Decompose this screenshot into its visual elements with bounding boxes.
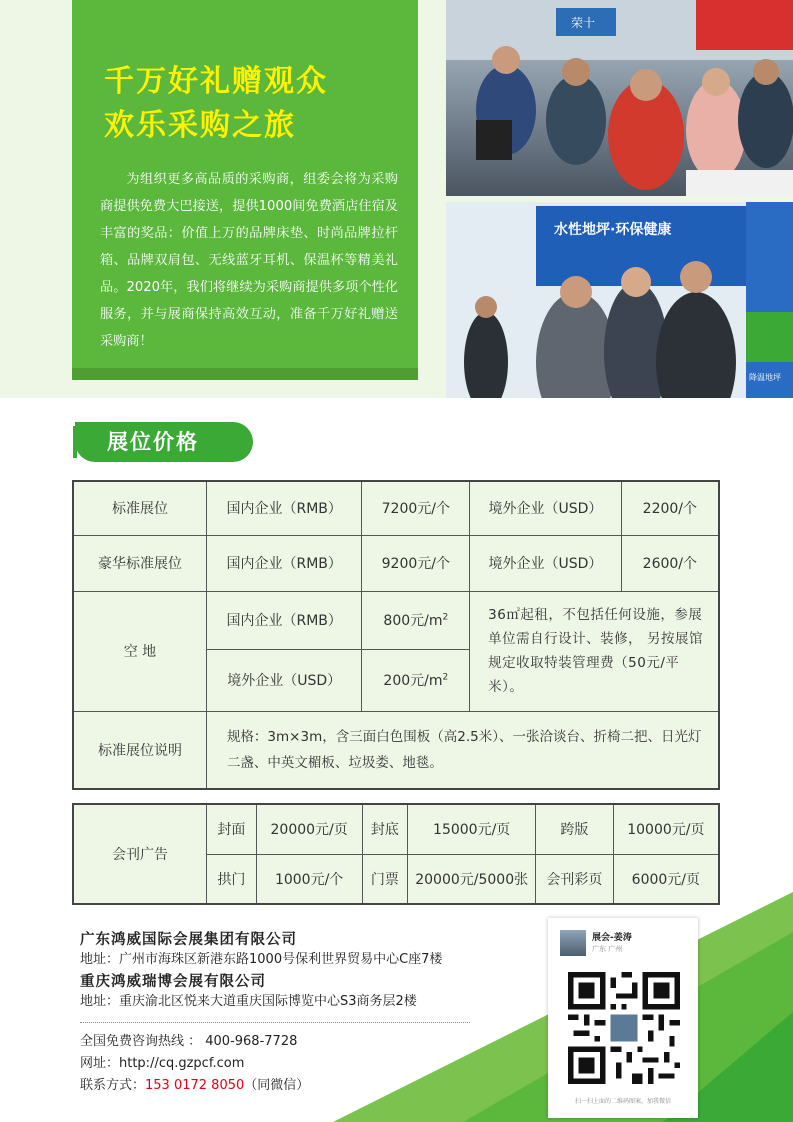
domestic-label: 国内企业（RMB） [206, 481, 362, 535]
ad-price: 10000元/页 [613, 804, 719, 854]
contact-note: （同微信） [244, 1078, 310, 1093]
overseas-label: 境外企业（USD） [470, 535, 622, 591]
hotline: 全国免费咨询热线 ： 400-968-7728 [80, 1034, 298, 1049]
ad-price: 6000元/页 [613, 854, 719, 904]
ad-price: 20000元/页 [256, 804, 362, 854]
contact-phone[interactable]: 153 0172 8050 [145, 1078, 245, 1093]
promo-title-line1: 千万好礼赠观众 [104, 64, 328, 99]
ad-item: 会刊彩页 [536, 854, 614, 904]
qr-code-icon [568, 972, 680, 1084]
table-row-spec [73, 711, 719, 789]
ad-item: 封底 [362, 804, 408, 854]
ad-price: 20000元/5000张 [408, 854, 536, 904]
price-value: 800元/m [383, 613, 443, 629]
ad-item: 拱门 [206, 854, 256, 904]
row-label: 空 地 [73, 591, 206, 711]
qr-caption: 扫一扫上面的二维码图案，加我微信 [574, 1098, 671, 1105]
ad-item: 封面 [206, 804, 256, 854]
overseas-price: 2600/个 [621, 535, 719, 591]
unit-exponent: 2 [442, 672, 449, 683]
photo-sign-text: 荣十 [571, 16, 596, 30]
address-chongqing: 地址：重庆渝北区悦来大道重庆国际博览中心S3商务层2楼 [80, 994, 417, 1009]
promo-body-text: 为组织更多高品质的采购商，组委会将为采购商提供免费大巴接送，提供1000间免费酒店住宿及丰富的奖品：价值上万的品牌床垫、时尚品牌拉杆箱、品牌双肩包、无线蓝牙耳机、保温杯等精美礼品。2020年，我们将继续为采购商提供多项个性化服务，并与展商保持高效互动，准备千万好礼赠送采购商！ [100, 172, 398, 349]
promo-title-line2: 欢乐采购之旅 [104, 108, 296, 143]
qr-contact-name: 展会-姜涛 [592, 932, 632, 943]
avatar [560, 930, 586, 956]
booth-price-table [72, 480, 720, 790]
journal-ad-table [72, 803, 720, 905]
overseas-label: 境外企业（USD） [206, 649, 362, 711]
price-value: 200元/m [383, 673, 443, 689]
photo-banner-text: 水性地坪·环保健康 [554, 222, 672, 238]
domestic-label: 国内企业（RMB） [206, 535, 362, 591]
company-name-chongqing: 重庆鸿威瑞博会展有限公司 [80, 973, 266, 990]
domestic-price [362, 591, 470, 649]
expo-audience-photo [446, 0, 793, 196]
ad-price: 1000元/个 [256, 854, 362, 904]
footer-contact [80, 930, 550, 1097]
photo-side-text: 降温地坪 [749, 373, 781, 382]
booth-spec-text: 规格：3m×3m，含三面白色围板（高2.5米）、一张洽谈台、折椅二把、日光灯二盏、中英文楣板、垃圾娄、地毯。 [206, 711, 719, 789]
promo-panel [72, 0, 418, 368]
expo-booth-photo [446, 202, 793, 398]
divider [80, 1022, 470, 1023]
overseas-price: 2200/个 [621, 481, 719, 535]
ad-price: 15000元/页 [408, 804, 536, 854]
expo-booth-illustration [446, 202, 793, 398]
table-row [73, 804, 719, 854]
table-row-standard [73, 481, 719, 535]
ad-item: 门票 [362, 854, 408, 904]
table-row-deluxe [73, 535, 719, 591]
row-label: 豪华标准展位 [73, 535, 206, 591]
unit-exponent: 2 [442, 612, 449, 623]
domestic-price: 7200元/个 [362, 481, 470, 535]
domestic-price: 9200元/个 [362, 535, 470, 591]
qr-region: 广东 广州 [592, 944, 623, 953]
ad-item: 跨版 [536, 804, 614, 854]
domestic-label: 国内企业（RMB） [206, 591, 362, 649]
table-row-space-domestic [73, 591, 719, 649]
address-guangdong: 地址：广州市海珠区新港东路1000号保利世界贸易中心C座7楼 [80, 952, 443, 967]
overseas-price [362, 649, 470, 711]
section-title-booth-prices: 展位价格 [75, 422, 253, 462]
contact-label: 联系方式： [80, 1078, 146, 1093]
qr-header [548, 918, 698, 956]
overseas-label: 境外企业（USD） [470, 481, 622, 535]
space-rental-note: 36㎡起租，不包括任何设施，参展单位需自行设计、装修， 另按展馆规定收取特装管理费（50元/平米）。 [470, 591, 719, 711]
row-label: 标准展位 [73, 481, 206, 535]
contact-line [80, 1075, 550, 1097]
company-name-guangdong: 广东鸿威国际会展集团有限公司 [80, 931, 297, 948]
website-link[interactable]: 网址：http://cq.gzpcf.com [80, 1056, 245, 1071]
wechat-qr-card [548, 918, 698, 1118]
ad-label: 会刊广告 [73, 804, 206, 904]
expo-audience-illustration [446, 0, 793, 196]
row-label: 标准展位说明 [73, 711, 206, 789]
